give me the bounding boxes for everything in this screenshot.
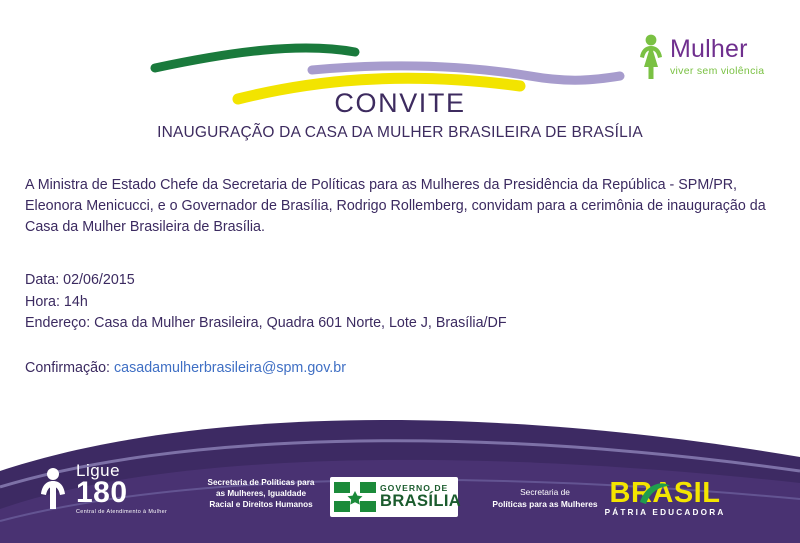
ligue180-logo — [36, 462, 167, 515]
spm-left-line2: as Mulheres, Igualdade — [215, 489, 307, 498]
event-time: Hora: 14h — [25, 293, 88, 310]
mulher-logo — [636, 28, 766, 86]
brasilia-flag-icon — [334, 482, 376, 512]
ligue180-line3: Central de Atendimento à Mulher — [76, 509, 168, 515]
event-address: Endereço: Casa da Mulher Brasileira, Quadra 601 Norte, Lote J, Brasília/DF — [25, 315, 507, 331]
spm-right-logo — [480, 486, 610, 510]
confirmation-line — [25, 360, 346, 376]
confirmation-label: Confirmação: — [25, 360, 111, 376]
brasil-patria-educadora-logo — [600, 478, 730, 517]
spm-right-line2: Políticas para as Mulheres — [492, 499, 598, 509]
brasil-word-text: BRASIL — [609, 477, 721, 509]
event-details — [25, 270, 765, 335]
woman-symbol-icon — [36, 466, 70, 510]
ligue180-text — [76, 462, 167, 515]
confirmation-email-link[interactable]: casadamulherbrasileira@spm.gov.br — [114, 360, 346, 376]
governo-brasilia-line1: GOVERNO DE — [380, 483, 449, 494]
mulher-logo-text — [670, 34, 766, 78]
spm-right-line1: Secretaria de — [520, 487, 570, 497]
invitation-body: A Ministra de Estado Chefe da Secretaria de Políticas para as Mulheres da Presidência da República - SPM/PR, Eleonora Menicucci, e o Governador de Brasília, Rodrigo Rollemberg, convidam para a cerimônia de inauguração da Casa da Mulher Brasileira de Brasília. — [25, 177, 766, 235]
brasil-wordmark — [610, 478, 721, 508]
governo-brasilia-text — [380, 484, 461, 509]
spm-left-line3: Racial e Direitos Humanos — [209, 500, 313, 509]
brasil-swoosh-icon — [638, 480, 672, 506]
ligue180-line1: Ligue — [76, 461, 121, 480]
event-date: Data: 02/06/2015 — [25, 272, 135, 288]
mulher-logo-tagline: viver sem violência — [670, 64, 765, 77]
brasil-tagline: PÁTRIA EDUCADORA — [604, 508, 726, 517]
woman-figure-icon — [636, 33, 666, 81]
spm-left-logo — [200, 477, 322, 510]
ligue180-line2: 180 — [76, 476, 128, 509]
governo-brasilia-line2: BRASÍLIA — [380, 492, 462, 511]
governo-brasilia-logo — [330, 477, 462, 517]
page-subtitle: INAUGURAÇÃO DA CASA DA MULHER BRASILEIRA DE BRASÍLIA — [157, 124, 643, 141]
spm-left-line1: Secretaria de Políticas para — [207, 478, 315, 487]
page-title: CONVITE — [334, 88, 466, 118]
mulher-logo-name: Mulher — [670, 34, 748, 63]
